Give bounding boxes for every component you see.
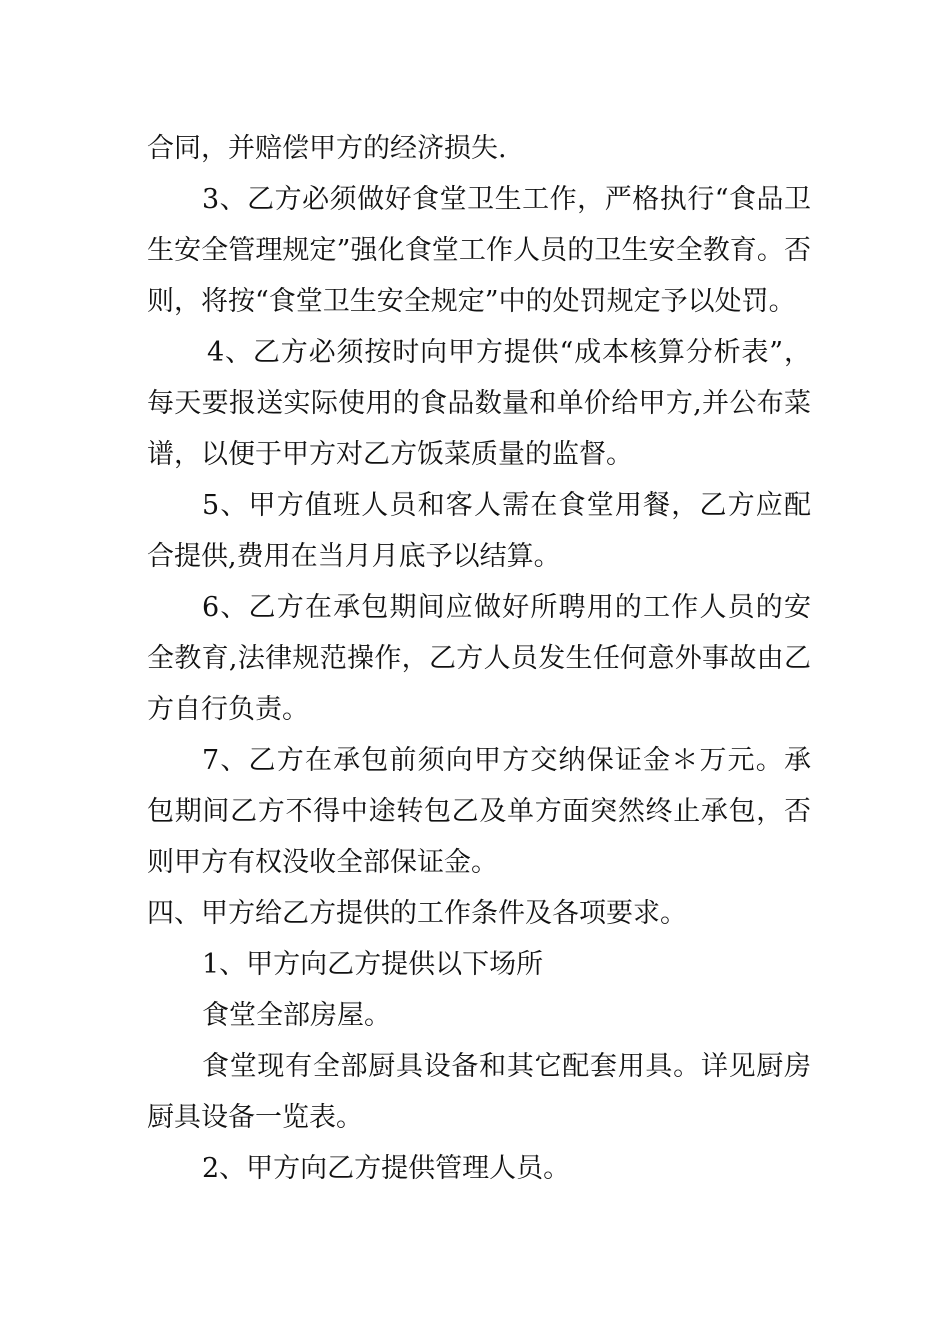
paragraph-clause-7: 7、乙方在承包前须向甲方交纳保证金＊万元。承包期间乙方不得中途转包乙及单方面突然终止承包，否则甲方有权没收全部保证金。 bbox=[147, 745, 811, 878]
paragraph-clause-5: 5、甲方值班人员和客人需在食堂用餐，乙方应配合提供,费用在当月月底予以结算。 bbox=[147, 490, 811, 572]
paragraph-kitchen-equipment: 食堂现有全部厨具设备和其它配套用具。详见厨房厨具设备一览表。 bbox=[147, 1051, 811, 1133]
paragraph-item-1: 1、甲方向乙方提供以下场所 bbox=[202, 949, 544, 980]
paragraph-contract-end: 合同，并赔偿甲方的经济损失. bbox=[147, 133, 507, 164]
paragraph-clause-3: 3、乙方必须做好食堂卫生工作，严格执行“食品卫生安全管理规定”强化食堂工作人员的卫生安全教育。否则，将按“食堂卫生安全规定”中的处罚规定予以处罚。 bbox=[147, 184, 811, 317]
document-body bbox=[147, 123, 811, 1194]
paragraph-clause-4: 4、乙方必须按时向甲方提供“成本核算分析表”，每天要报送实际使用的食品数量和单价给甲方,并公布菜谱，以便于甲方对乙方饭菜质量的监督。 bbox=[147, 337, 811, 470]
section-heading-four: 四、甲方给乙方提供的工作条件及各项要求。 bbox=[147, 898, 687, 929]
paragraph-canteen-rooms: 食堂全部房屋。 bbox=[202, 1000, 391, 1031]
paragraph-item-2: 2、甲方向乙方提供管理人员。 bbox=[202, 1153, 571, 1184]
paragraph-clause-6: 6、乙方在承包期间应做好所聘用的工作人员的安全教育,法律规范操作，乙方人员发生任何意外事故由乙方自行负责。 bbox=[147, 592, 811, 725]
